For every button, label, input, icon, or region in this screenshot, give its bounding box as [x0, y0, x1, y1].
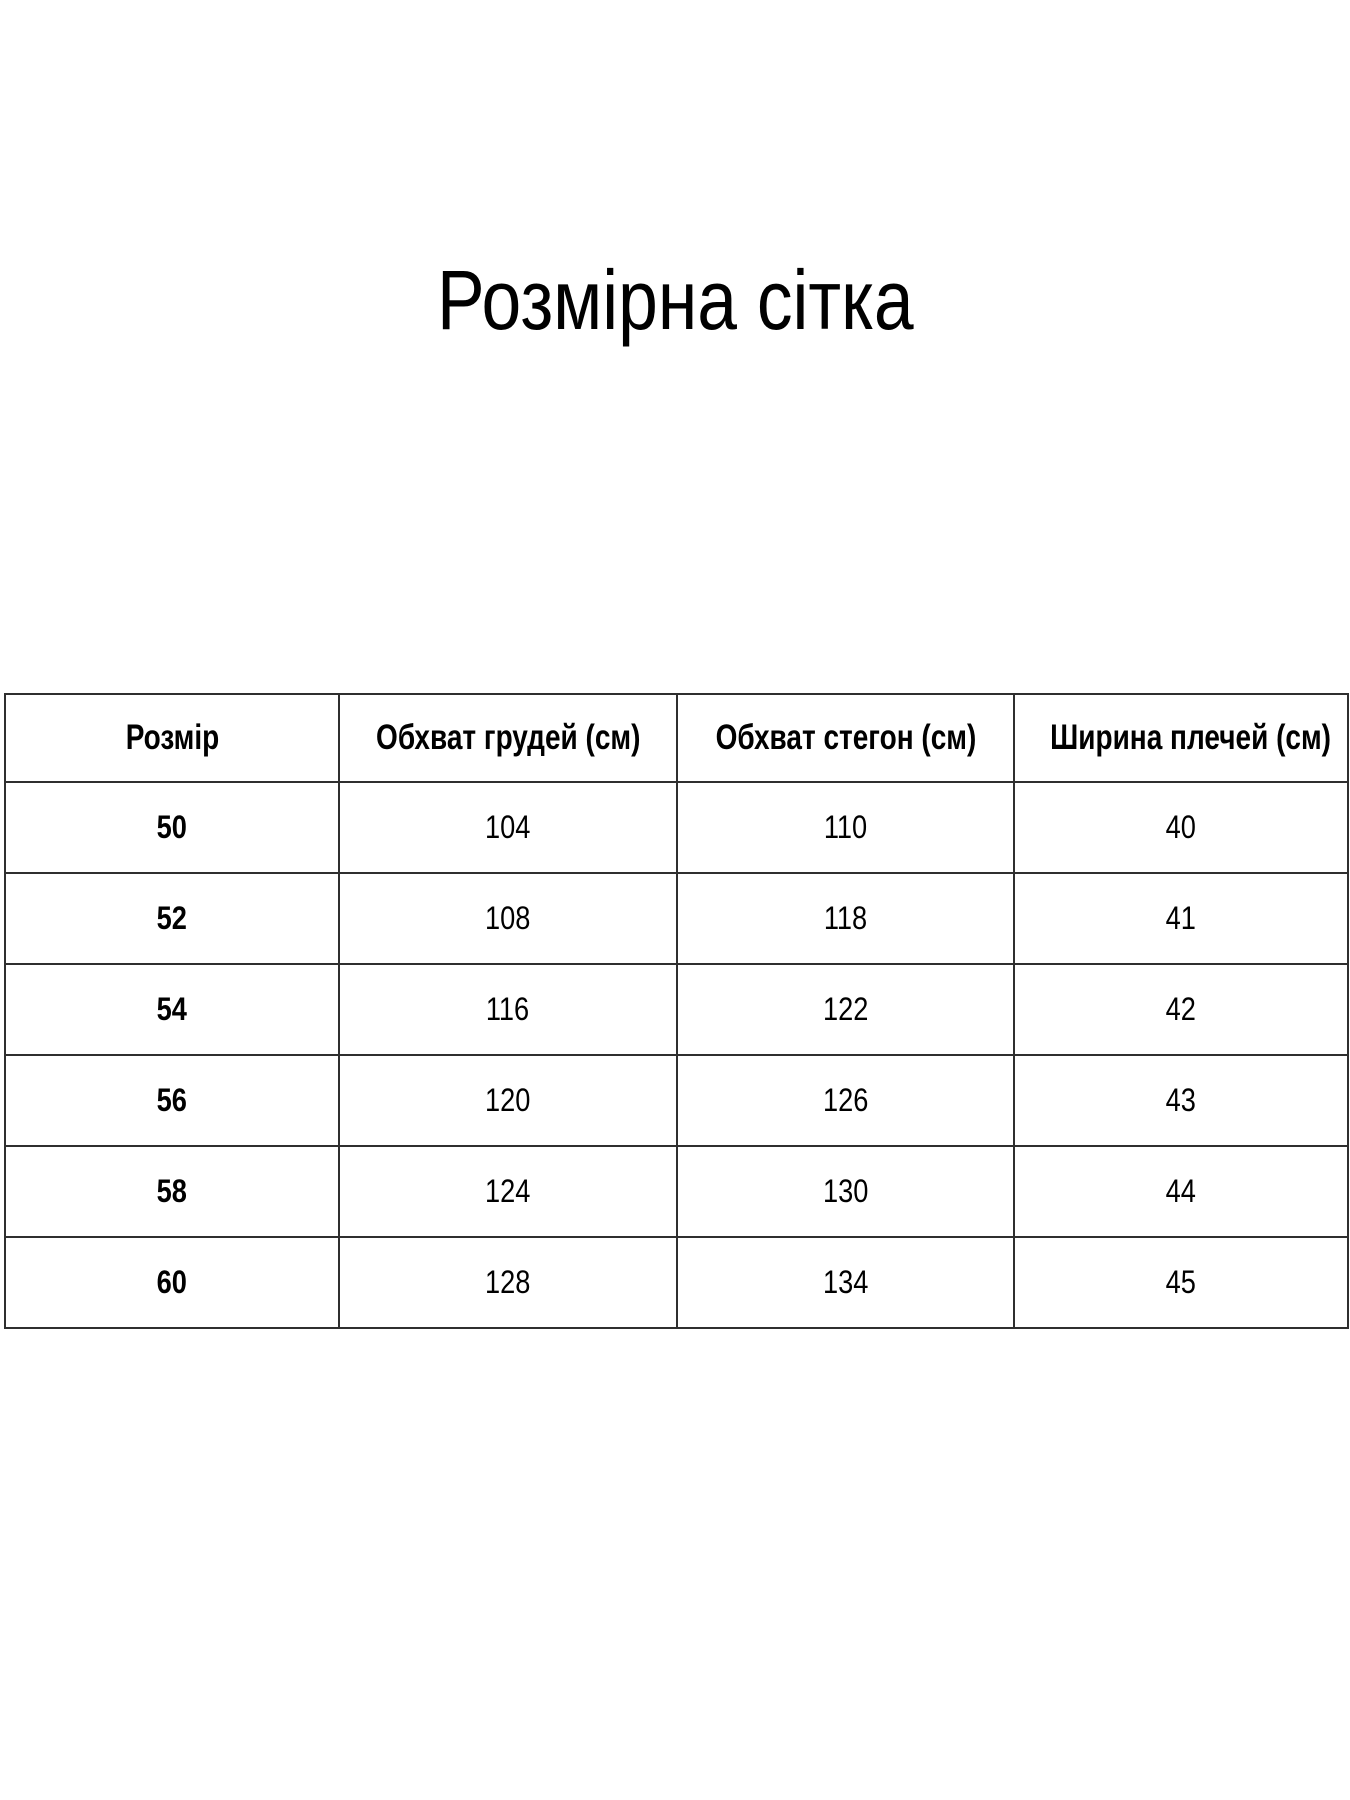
column-header-shoulders-label: Ширина плечей (см) — [1050, 718, 1332, 757]
cell-size-value: 52 — [156, 900, 188, 936]
column-header-size — [5, 694, 339, 782]
cell-shoulders-value: 45 — [1165, 1264, 1197, 1300]
cell-chest-value: 108 — [485, 900, 531, 936]
cell-size-value: 50 — [156, 809, 188, 845]
cell-chest-value: 116 — [486, 991, 530, 1027]
cell-chest-value: 104 — [485, 809, 531, 845]
cell-shoulders — [1014, 782, 1348, 873]
column-header-size-label: Розмір — [125, 718, 219, 757]
table-row-size-54 — [5, 964, 1348, 1055]
cell-chest-value: 124 — [485, 1173, 531, 1209]
cell-size-value: 58 — [156, 1173, 188, 1209]
cell-size-value: 60 — [156, 1264, 188, 1300]
table-row-size-58 — [5, 1146, 1348, 1237]
cell-hips — [677, 1146, 1014, 1237]
table-row-size-60 — [5, 1237, 1348, 1328]
cell-hips-value: 110 — [823, 809, 868, 845]
cell-shoulders-value: 43 — [1165, 1082, 1197, 1118]
header-row — [5, 694, 1348, 782]
column-header-hips-label: Обхват стегон (см) — [715, 718, 976, 757]
cell-hips — [677, 782, 1014, 873]
column-header-chest-label: Обхват грудей (см) — [375, 718, 641, 757]
cell-hips-value: 122 — [822, 991, 869, 1027]
column-header-chest — [339, 694, 677, 782]
cell-chest — [339, 1055, 677, 1146]
cell-chest — [339, 964, 677, 1055]
table-row-size-52 — [5, 873, 1348, 964]
cell-size — [5, 964, 339, 1055]
cell-size — [5, 782, 339, 873]
cell-shoulders — [1014, 1237, 1348, 1328]
cell-hips — [677, 873, 1014, 964]
column-header-shoulders — [1014, 694, 1348, 782]
cell-shoulders — [1014, 873, 1348, 964]
cell-shoulders-value: 42 — [1165, 991, 1197, 1027]
cell-size — [5, 1055, 339, 1146]
cell-size-value: 56 — [156, 1082, 188, 1118]
cell-chest-value: 128 — [485, 1264, 531, 1300]
cell-hips-value: 126 — [822, 1082, 869, 1118]
table-row-size-56 — [5, 1055, 1348, 1146]
cell-chest — [339, 1237, 677, 1328]
cell-size — [5, 1146, 339, 1237]
cell-shoulders-value: 41 — [1165, 900, 1197, 936]
cell-chest — [339, 1146, 677, 1237]
cell-hips — [677, 1055, 1014, 1146]
cell-hips — [677, 964, 1014, 1055]
cell-chest — [339, 782, 677, 873]
cell-shoulders — [1014, 1055, 1348, 1146]
cell-shoulders — [1014, 964, 1348, 1055]
cell-hips-value: 134 — [822, 1264, 869, 1300]
page-title — [0, 254, 1350, 346]
column-header-hips — [677, 694, 1014, 782]
cell-shoulders-value: 44 — [1165, 1173, 1197, 1209]
page-title-text: Розмірна сітка — [436, 253, 914, 347]
cell-size-value: 54 — [156, 991, 188, 1027]
cell-hips-value: 118 — [823, 900, 868, 936]
size-chart-table — [4, 693, 1349, 1329]
cell-chest-value: 120 — [485, 1082, 531, 1118]
cell-hips — [677, 1237, 1014, 1328]
cell-shoulders-value: 40 — [1165, 809, 1197, 845]
cell-size — [5, 1237, 339, 1328]
cell-chest — [339, 873, 677, 964]
cell-hips-value: 130 — [822, 1173, 869, 1209]
cell-shoulders — [1014, 1146, 1348, 1237]
cell-size — [5, 873, 339, 964]
table-row-size-50 — [5, 782, 1348, 873]
